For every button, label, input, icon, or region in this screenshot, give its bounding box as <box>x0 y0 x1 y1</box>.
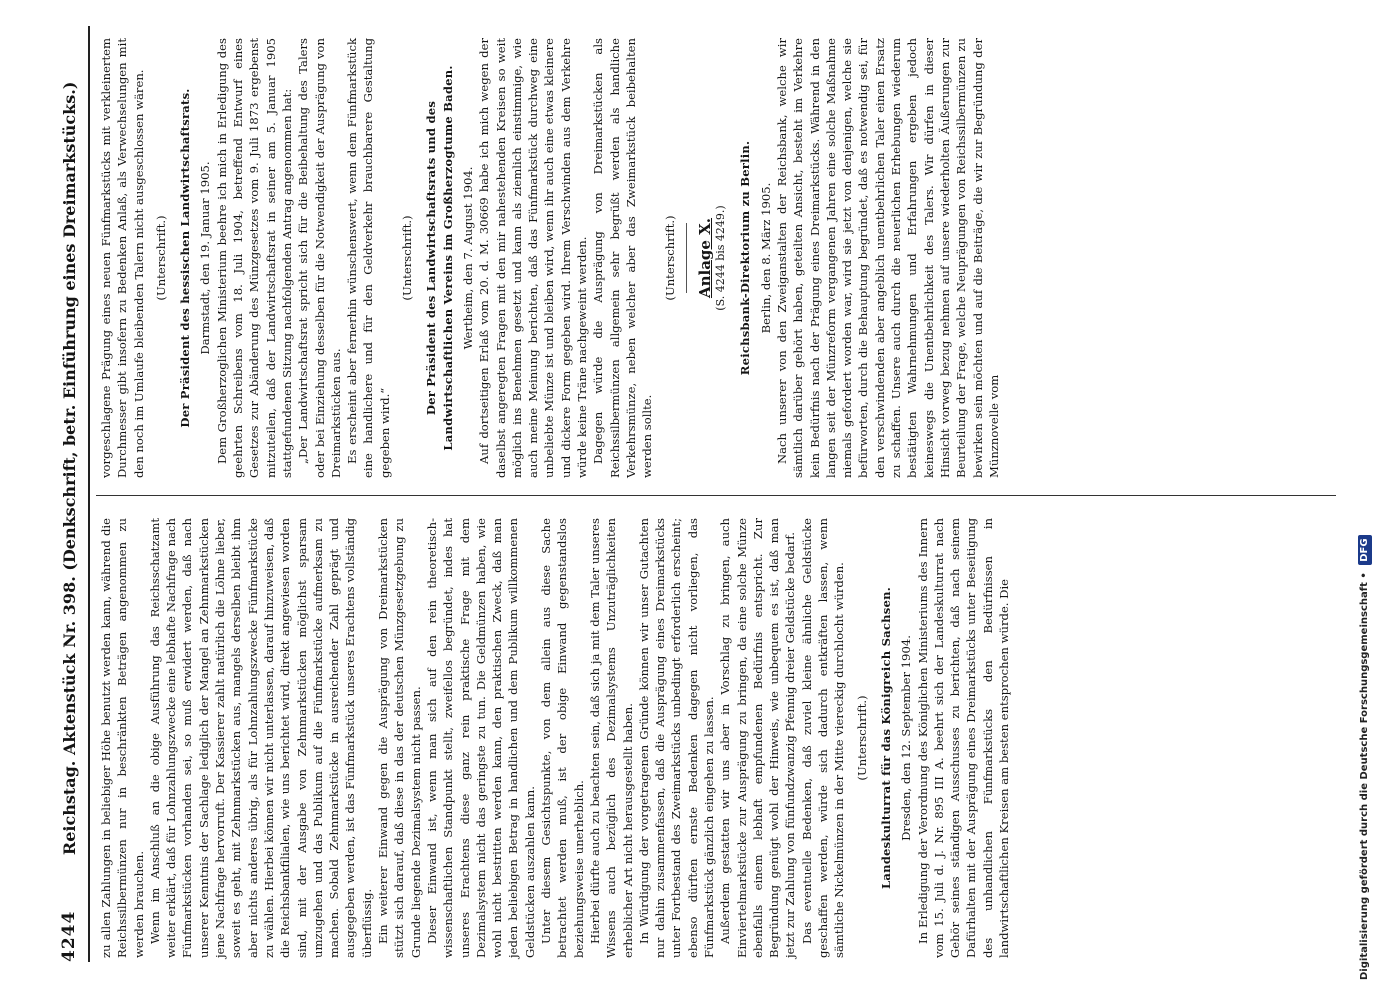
paragraph: Auf dortseitigen Erlaß vom 20. d. M. 30669 habe ich mich wegen der daselbst angeregten Fragen mit den mir nahestehenden Kreisen so weit möglich ins Benehmen gesetzt und kann als ziemlich einstimmige, wie auch meine Meinung berichten, daß das Fünfmarkstück durchweg eine unbeliebte Münze ist und bleiben wird, wenn ihr auch eine etwas kleinere und dickere Form gegeben wird. Ihrem Verschwinden aus dem Verkehre würde keine Träne nachgeweint werden. <box>477 38 590 478</box>
paragraph: In Erledigung der Verordnung des Königlichen Ministeriums des Innern vom 15. Juli d. J. Nr. 895 III A. beehrt sich der Landeskulturrat nach Gehör seines ständigen Ausschusses zu berichten, daß nach seinem Dafürhalten mit der Ausprägung eines Dreimarkstücks unter Beseitigung des unhandlichen Fünfmarkstücks den Bedürfnissen in landwirtschaftlichen Kreisen am besten entsprochen würde. Die <box>915 518 1012 958</box>
dateline: Darmstadt, den 19. Januar 1905. <box>198 161 213 355</box>
paragraph: Das eventuelle Bedenken, daß zuviel kleine ähnliche Geldstücke geschaffen werden, würde sich dadurch entkräften lassen, wenn sämtliche Nickelmünzen in der Mitte viereckig durchlocht würden. <box>799 518 847 958</box>
paragraph: vorgeschlagene Prägung eines neuen Fünfmarkstücks mit verkleinertem Durchmesser gibt insofern zu Bedenken Anlaß, als Verwechselungen mit den noch im Umlaufe bleibenden Talern nicht ausgeschlossen wären. <box>99 38 146 478</box>
page-header <box>52 26 86 962</box>
appendix-heading: Anlage X. <box>695 217 714 299</box>
paragraph: Dieser Einwand ist, wenn man sich auf den rein theoretisch-wissenschaftlichen Standpunkt stellt, zweifellos begründet, indes hat unseres Erachtens diese ganz rein praktische Frage mit dem Dezimalsystem nicht das geringste zu tun. Die Geldmünzen haben, wie wohl nicht bestritten werden kann, den praktischen Zweck, daß man jeden beliebigen Betrag in handlichen und dem Publikum willkommenen Geldstücken auszahlen kann. <box>424 518 537 958</box>
left-column <box>98 518 1012 958</box>
header-rule <box>88 26 90 962</box>
paragraph: Dem Großherzoglichen Ministerium beehre ich mich in Erledigung des geehrten Schreibens vom 18. Juli 1904, betreffend Entwurf eines Gesetzes zur Abänderung des Münzgesetzes vom 9. Juli 1873 ergebenst mitzuteilen, daß der Landwirtschaftsrat in seiner am 5. Januar 1905 stattgefundenen Sitzung nachfolgenden Antrag angenommen hat: <box>214 38 294 478</box>
running-title: Reichstag. Aktenstück Nr. 398. (Denkschrift, betr. Einführung eines Dreimarkstücks.) <box>59 81 79 856</box>
paragraph: Nach unserer von den Zweiganstalten der Reichsbank, welche wir sämtlich darüber gehört haben, geteilten Ansicht, besteht im Verkehre kein Bedürfnis nach der Prägung eines Dreimarkstücks. Während in den langen seit der Münzreform vergangenen Jahren eine solche Maßnahme niemals gefordert worden war, wird sie jetzt von denjenigen, welche sie befürworten, durch die Behauptung begründet, daß es notwendig sei, für den verschwindenden aber angeblich unentbehrlichen Taler einen Ersatz zu schaffen. Unsere auch durch die neuerlichen Erhebungen wiederum bestätigten Wahrnehmungen und Erfahrungen ergeben jedoch keineswegs die Unentbehrlichkeit des Talers. Wir dürfen in dieser Hinsicht vorweg bezug nehmen auf unsere wiederholten Äußerungen zur Beurteilung der Frage, welche Neuprägungen von Reichssilbermünzen zu bewirken sein möchten und auf die Beiträge, die wir zur Begründung der Münznovelle vom <box>774 38 1001 478</box>
signature-line: (Unterschrift.) <box>662 215 677 301</box>
dateline: Dresden, den 12. September 1904. <box>899 635 914 841</box>
paragraph: Hierbei dürfte auch zu beachten sein, daß sich ja mit dem Taler unseres Wissens auch bezüglich des Dezimalsystems Unzuträglichkeiten erheblicher Art nicht herausgestellt haben. <box>587 518 635 958</box>
section-heading: Reichsbank-Direktorium zu Berlin. <box>738 140 753 376</box>
section-heading: Der Präsident des hessischen Landwirtschaftsrats. <box>178 88 193 428</box>
paragraph: „Der Landwirtschaftsrat spricht sich für die Beibehaltung des Talers oder bei Einziehung desselben für die Notwendigkeit der Ausprägung von Dreimarkstücken aus. <box>296 38 343 478</box>
signature-line: (Unterschrift.) <box>400 215 415 301</box>
paragraph: In Würdigung der vorgetragenen Gründe können wir unser Gutachten nur dahin zusammenfassen, daß die Ausprägung eines Dreimarkstücks unter Fortbestand des Zweimarkstücks unbedingt erforderlich erscheint; ebenso dürften ernste Bedenken dagegen nicht vorliegen, das Fünfmarkstück gänzlich eingehen zu lassen. <box>636 518 716 958</box>
section-heading: Der Präsident des Landwirtschaftsrats und des Landwirtschaftlichen Vereins im Großherzogtume Baden. <box>424 65 455 451</box>
section-divider <box>686 223 687 293</box>
page-number: 4244 <box>59 910 79 962</box>
column-rule <box>96 495 1336 496</box>
paragraph: Es erscheint aber fernerhin wünschenswert, wenn dem Fünfmarkstück eine handlichere und für den Geldverkehr brauchbarere Gestaltung gegeben wird.“ <box>345 38 392 478</box>
signature-line: (Unterschrift.) <box>153 215 168 301</box>
paragraph: Außerdem gestatten wir uns aber in Vorschlag zu bringen, auch Einviertelmarkstücke zur Ausprägung zu bringen, da eine solche Münze ebenfalls einem lebhaft empfundenen Bedürfnis entspricht. Zur Begründung genügt wohl der Hinweis, wie unbequem es ist, daß man jetzt zur Zahlung von fünfundzwanzig Pfennig dreier Geldstücke bedarf. <box>718 518 798 958</box>
paragraph: zu allen Zahlungen in beliebiger Höhe benutzt werden kann, während die Reichssilbermünzen nur in beschränkten Beträgen angenommen zu werden brauchen. <box>99 518 146 958</box>
sidenote-text: Digitalisierung gefördert durch die Deutsche Forschungsgemeinschaft • <box>1359 572 1370 980</box>
signature-line: (Unterschrift.) <box>854 695 869 781</box>
section-heading: Landeskulturrat für das Königreich Sachsen. <box>878 587 893 889</box>
digitization-sidenote <box>1352 20 1376 980</box>
paragraph: Ein weiterer Einwand gegen die Ausprägung von Dreimarkstücken stützt sich darauf, daß diese in das der deutschen Münzgesetzgebung zu Grunde liegende Dezimalsystem nicht passen. <box>376 518 423 958</box>
right-column <box>98 38 1002 478</box>
paragraph: Wenn im Anschluß an die obige Ausführung das Reichsschatzamt weiter erklärt, daß für Lohnzahlungszwecke eine lebhafte Nachfrage nach Fünfmarkstücken vorhanden sei, so muß erwidert werden, daß nach unserer Kenntnis der Sachlage lediglich der Mangel an Zehnmarkstücken jene Nachfrage hervorruft. Der Kassierer zahlt natürlich die Löhne lieber, soweit es geht, mit Zehnmarkstücken aus, mangels derselben bleibt ihm aber nichts anderes übrig, als für Lohnzahlungszwecke Fünfmarkstücke zu wählen. Hierbei können wir nicht unterlassen, darauf hinzuweisen, daß die Reichsbankfilialen, wie uns berichtet wird, direkt angewiesen worden sind, mit der Ausgabe von Zehnmarkstücken möglichst sparsam umzugehen und das Publikum auf die Fünfmarkstücke aufmerksam zu machen. Sobald Zehnmarkstücke in ausreichender Zahl geprägt und ausgegeben werden, ist das Fünfmarkstück unseres Erachtens vollständig überflüssig. <box>147 518 374 958</box>
dateline: Berlin, den 8. März 1905. <box>758 182 773 334</box>
dateline: Wertheim, den 7. August 1904. <box>460 166 475 350</box>
appendix-page-range: (S. 4244 bis 4249.) <box>714 205 728 311</box>
paragraph: Dagegen würde die Ausprägung von Dreimarkstücken als Reichssilbermünzen allgemein sehr begrüßt werden als handliche Verkehrsmünze, neben welcher aber das Zweimarkstück beibehalten werden sollte. <box>591 38 655 478</box>
paragraph: Unter diesem Gesichtspunkte, von dem allein aus diese Sache betrachtet werden muß, ist der obige Einwand gegenstandslos beziehungsweise unerheblich. <box>539 518 586 958</box>
dfg-logo: DFG <box>1358 535 1372 564</box>
document-page <box>52 26 1352 962</box>
